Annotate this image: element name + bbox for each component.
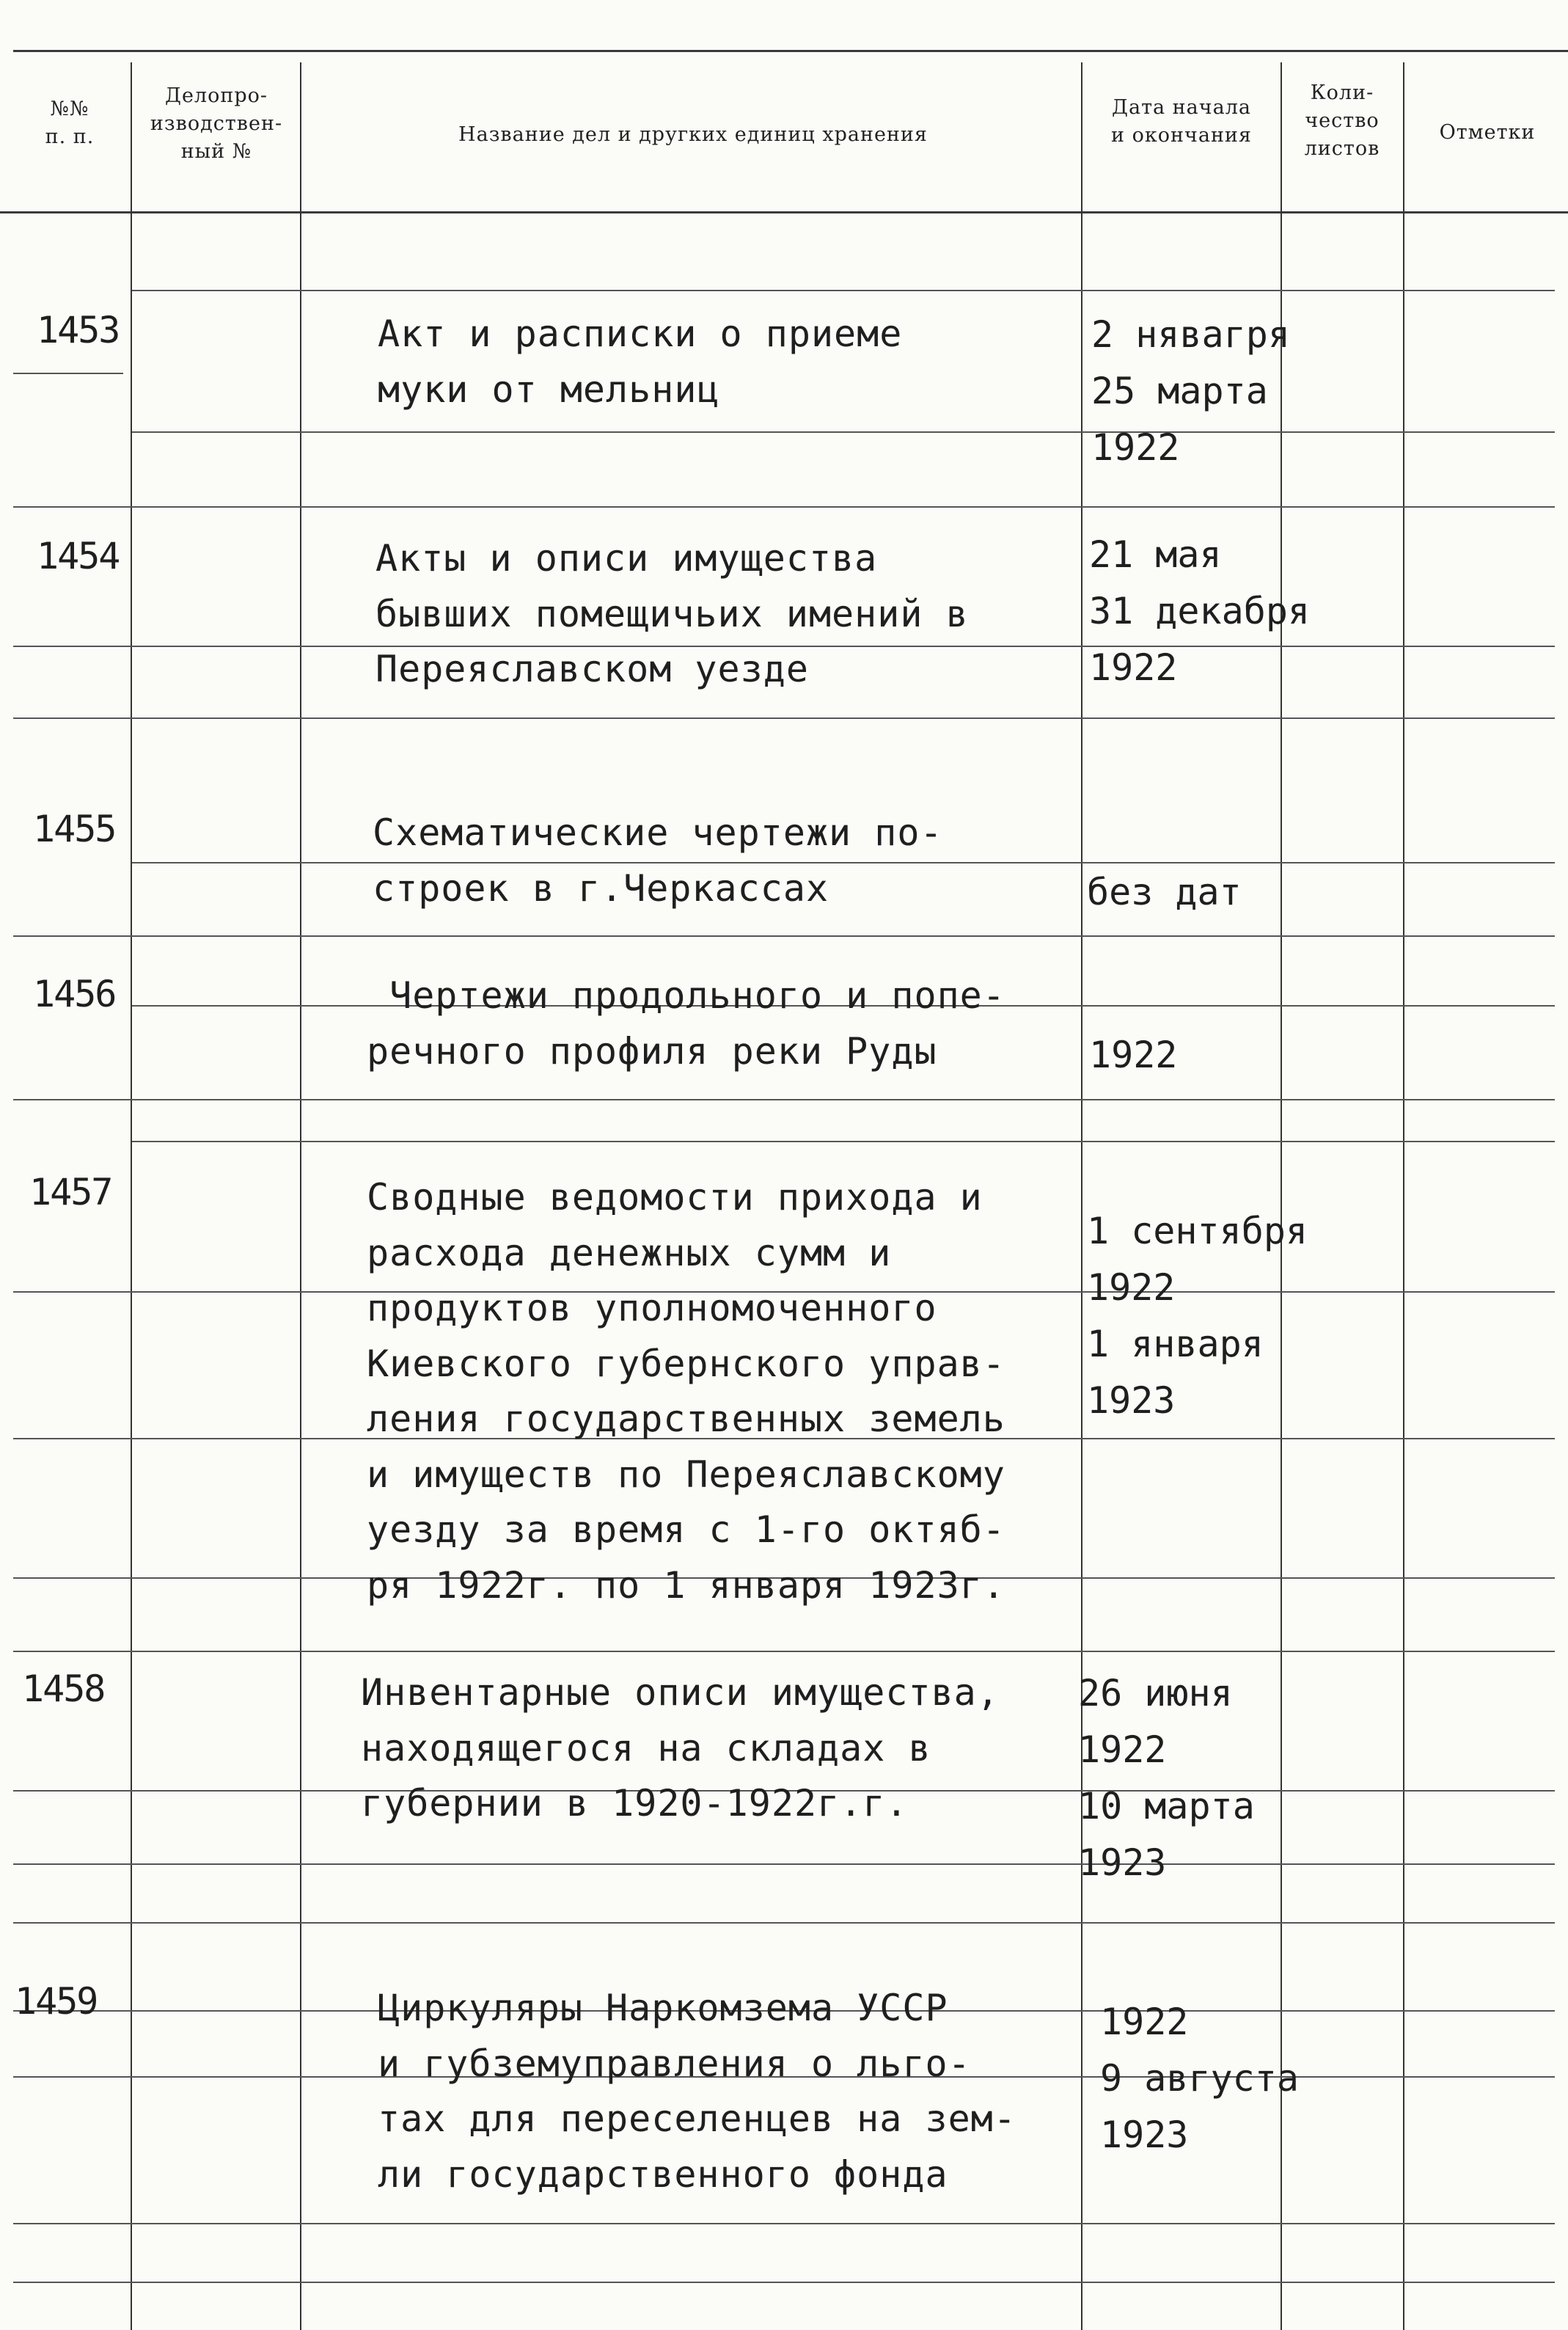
entry-number: 1459 (15, 1980, 98, 2023)
entry-dates (1089, 1027, 1177, 1084)
entry-date-line: 1922 (1091, 426, 1180, 469)
entry-date-line: 1922 (1078, 1728, 1167, 1771)
entry-dates (1091, 307, 1290, 476)
ruled-line (13, 506, 1555, 508)
ruled-line (132, 1141, 1555, 1142)
column-divider (1081, 62, 1082, 2330)
entry-title (367, 968, 1005, 1079)
entry-date-line: 1923 (1100, 2114, 1189, 2156)
entry-title-line: губернии в 1920-1922г.г. (361, 1782, 909, 1825)
entry-number: 1455 (33, 808, 116, 850)
entry-title-line: Киевского губернского управ- (367, 1342, 1005, 1385)
entry-date-line: 1922 (1089, 1034, 1178, 1076)
ruled-line (132, 290, 1555, 291)
ruled-line (132, 431, 1555, 433)
header-notes: Отметки (1439, 121, 1536, 144)
entry-dates (1078, 1665, 1255, 1891)
ruled-line (13, 373, 123, 374)
entry-number: 1456 (33, 973, 116, 1015)
entry-title (378, 307, 902, 417)
entry-date-line: 1 сентября (1087, 1210, 1308, 1252)
entry-title-line: Переяславском уезде (375, 648, 809, 690)
column-divider (1403, 62, 1404, 2330)
column-divider (300, 62, 301, 2330)
header-number: №№ п. п. (45, 98, 95, 148)
entry-date-line: 1923 (1078, 1841, 1167, 1884)
entry-date-line: 1 января (1087, 1323, 1264, 1365)
entry-date-line: 26 июня (1078, 1672, 1233, 1714)
entry-date-line: 10 марта (1078, 1785, 1255, 1827)
ruled-line (13, 2282, 1555, 2283)
entry-title-line: ли государственного фонда (378, 2152, 948, 2196)
entry-title-line: строек в г.Черкассах (373, 866, 829, 910)
entry-date-line: 1922 (1100, 2001, 1189, 2043)
entry-title-line: тах для переселенцев на зем- (378, 2097, 1016, 2140)
entry-date-line: 1922 (1087, 1266, 1176, 1309)
entry-date-line: без дат (1087, 871, 1242, 913)
entry-date-line: 9 августа (1100, 2057, 1299, 2100)
entry-title-line: Акты и описи имущества (375, 537, 878, 580)
entry-title-line: муки от мельниц (378, 368, 720, 411)
entry-title-line: находящегося на складах в (361, 1726, 931, 1770)
ruled-line (13, 2223, 1555, 2224)
ruled-line (13, 935, 1555, 937)
ruled-line (13, 1863, 1555, 1865)
ruled-line (13, 717, 1555, 719)
entry-date-line: 31 декабря (1089, 590, 1311, 632)
entry-title-line: Акт и расписки о приеме (378, 313, 903, 355)
header-office-number: Делопро- изводствен- ный № (150, 84, 283, 163)
entry-title (373, 806, 943, 916)
entry-title-line: Циркуляры Наркомзема УССР (378, 1987, 948, 2029)
header-title: Название дел и другких единиц хранения (458, 123, 928, 146)
ruled-line (13, 1099, 1555, 1100)
ruled-line (13, 1922, 1555, 1924)
entry-title-line: Чертежи продольного и попе- (367, 974, 1005, 1017)
entry-dates (1087, 864, 1242, 921)
entry-dates (1087, 1203, 1308, 1429)
entry-date-line: 2 нявагря (1091, 313, 1290, 356)
entry-number: 1453 (37, 309, 120, 351)
header-sheets: Коли- чество листов (1304, 81, 1380, 160)
header-dates: Дата начала и окончания (1111, 96, 1252, 147)
entry-title-line: ря 1922г. по 1 января 1923г. (367, 1563, 1005, 1607)
entry-title-line: расхода денежных сумм и (367, 1231, 892, 1274)
entry-title-line: уезду за время с 1-го октяб- (367, 1508, 1005, 1551)
entry-title-line: Схематические чертежи по- (373, 811, 943, 854)
entry-number: 1458 (22, 1668, 105, 1710)
entry-date-line: 1922 (1089, 646, 1178, 689)
entry-title-line: Сводные ведомости прихода и (367, 1176, 983, 1219)
entry-title (375, 531, 969, 698)
entry-title-line: речного профиля реки Руды (367, 1029, 937, 1073)
entry-title-line: и губземуправления о льго- (378, 2042, 971, 2085)
column-divider (131, 62, 132, 2330)
entry-title-line: бывших помещичьих имений в (375, 592, 969, 635)
entry-date-line: 21 мая (1089, 533, 1222, 576)
entry-title (361, 1665, 1000, 1832)
header-bottom-rule (0, 211, 1568, 213)
top-rule (13, 50, 1568, 52)
entry-title-line: Инвентарные описи имущества, (361, 1671, 1000, 1714)
entry-dates (1089, 527, 1310, 696)
entry-number: 1454 (37, 535, 120, 577)
entry-title-line: продуктов уполномоченного (367, 1287, 937, 1329)
entry-number: 1457 (29, 1171, 112, 1213)
entry-title-line: и имуществ по Переяславскому (367, 1453, 1005, 1496)
ruled-line (13, 1651, 1555, 1652)
entry-title (378, 1981, 1016, 2202)
entry-dates (1100, 1994, 1299, 2163)
entry-date-line: 1923 (1087, 1379, 1176, 1422)
entry-title-line: ления государственных земель (367, 1398, 1005, 1440)
entry-date-line: 25 марта (1091, 370, 1268, 412)
entry-title (367, 1170, 1005, 1613)
